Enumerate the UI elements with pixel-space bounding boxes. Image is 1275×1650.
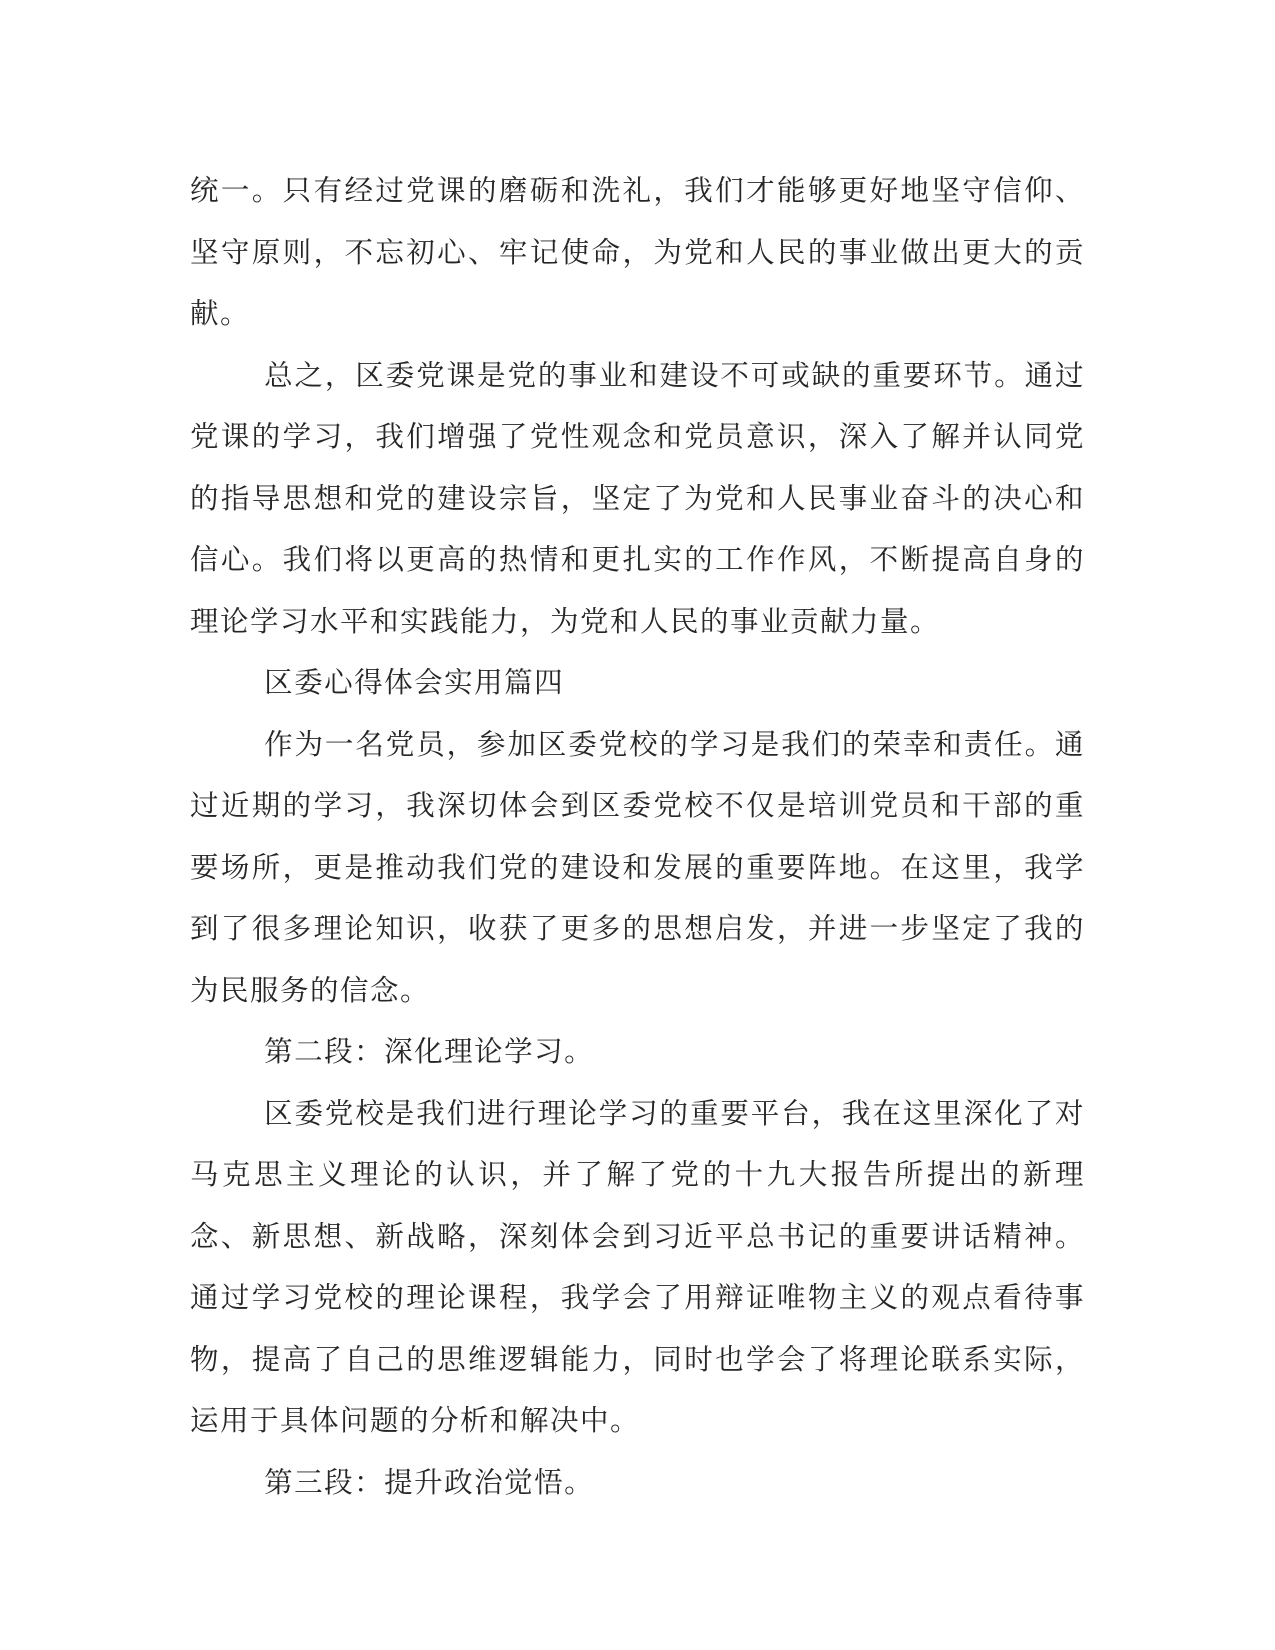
section-title: 区委心得体会实用篇四 — [264, 666, 565, 699]
document-body — [190, 160, 1085, 1513]
subheading-third-section: 第三段：提升政治觉悟。 — [264, 1465, 595, 1499]
paragraph-theory-study: 区委党校是我们进行理论学习的重要平台，我在这里深化了对马克思主义理论的认识，并了解了党的十九大报告所提出的新理念、新思想、新战略，深刻体会到习近平总书记的重要讲话精神。通过学习党校的理论课程，我学会了用辩证唯物主义的观点看待事物，提高了自己的思维逻辑能力，同时也学会了将理论联系实际，运用于具体问题的分析和解决中。 — [190, 1096, 1085, 1437]
paragraph-summary: 总之，区委党课是党的事业和建设不可或缺的重要环节。通过党课的学习，我们增强了党性观念和党员意识，深入了解并认同党的指导思想和党的建设宗旨，坚定了为党和人民事业奋斗的决心和信心。我们将以更高的热情和更扎实的工作作风，不断提高自身的理论学习水平和实践能力，为党和人民的事业贡献力量。 — [190, 358, 1085, 638]
paragraph-continuation: 统一。只有经过党课的磨砺和洗礼，我们才能够更好地坚守信仰、坚守原则，不忘初心、牢记使命，为党和人民的事业做出更大的贡献。 — [190, 174, 1085, 330]
subheading-second-section: 第二段：深化理论学习。 — [264, 1035, 595, 1068]
paragraph-intro: 作为一名党员，参加区委党校的学习是我们的荣幸和责任。通过近期的学习，我深切体会到区委党校不仅是培训党员和干部的重要场所，更是推动我们党的建设和发展的重要阵地。在这里，我学到了很多理论知识，收获了更多的思想启发，并进一步坚定了我的为民服务的信念。 — [190, 727, 1085, 1007]
